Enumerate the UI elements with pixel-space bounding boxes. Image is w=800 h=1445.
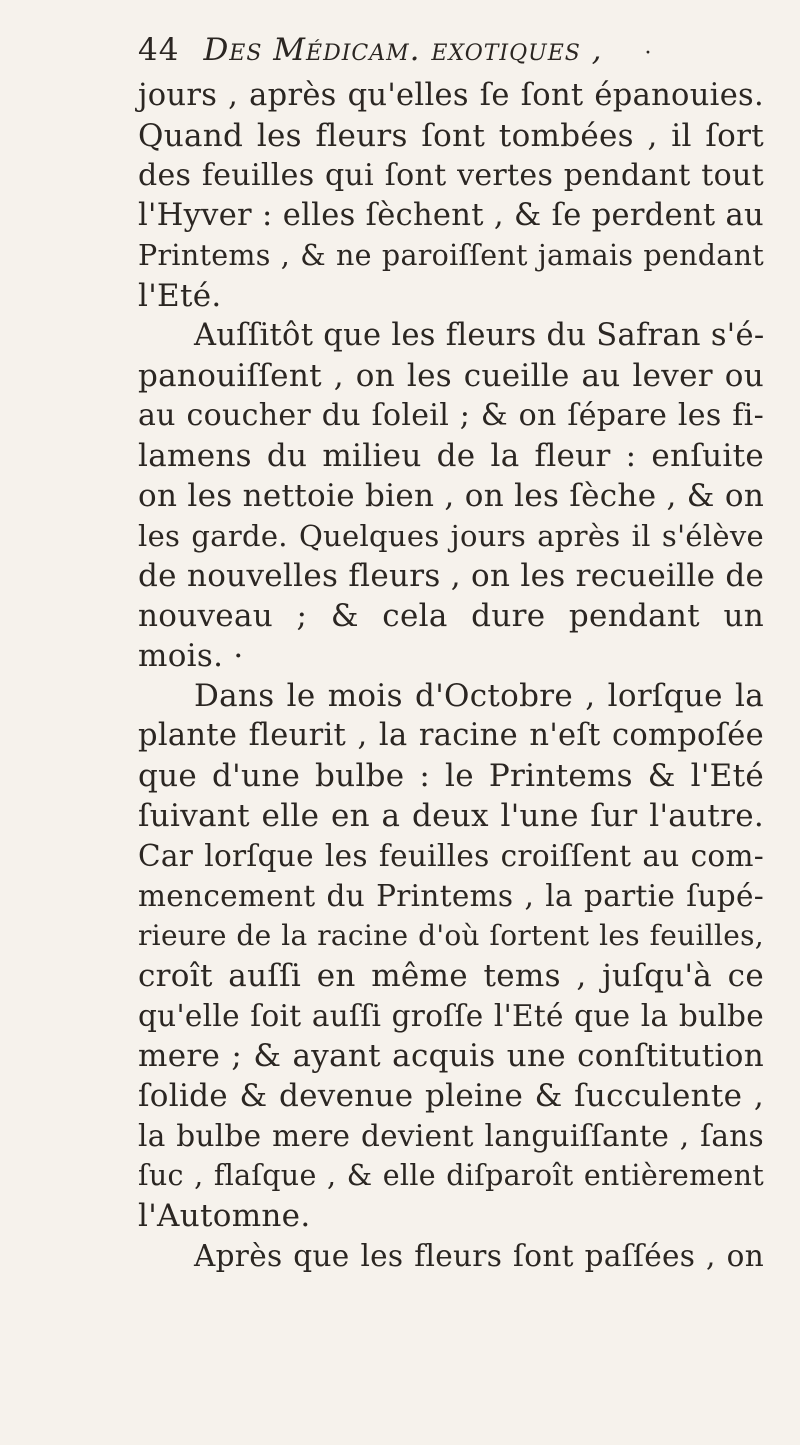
text-line: jours , après qu'elles ſe ſont épanouies. bbox=[138, 78, 764, 113]
text-line: la bulbe mere devient languiſſante , ſans bbox=[138, 1119, 764, 1153]
text-line: Printems , & ne paroiſſent jamais pendant bbox=[138, 239, 764, 272]
text-line: Car lorſque les feuilles croiſſent au com- bbox=[138, 839, 764, 873]
text-line: l'Automne. bbox=[138, 1198, 311, 1234]
running-title: Des Médicam. exotiques , bbox=[203, 32, 603, 68]
running-header bbox=[138, 30, 764, 74]
text-line: ſuivant elle en a deux l'une ſur l'autre. bbox=[138, 798, 764, 834]
text-line: au coucher du ſoleil ; & on ſépare les fi- bbox=[138, 398, 764, 433]
text-line: on les nettoie bien , on les ſèche , & on bbox=[138, 478, 765, 514]
body-text bbox=[138, 76, 764, 1276]
text-line: Auſſitôt que les fleurs du Safran s'é- bbox=[194, 318, 765, 353]
text-line: rieure de la racine d'où ſortent les feuilles, bbox=[138, 919, 764, 952]
text-line: plante fleurit , la racine n'eſt compoſée bbox=[138, 718, 764, 753]
text-line: lamens du milieu de la fleur : enſuite bbox=[138, 438, 764, 474]
text-line: ſolide & devenue pleine & ſucculente , bbox=[138, 1078, 764, 1114]
header-mark: · bbox=[644, 41, 653, 66]
text-line: panouiſſent , on les cueille au lever ou bbox=[138, 358, 764, 394]
text-line: Après que les fleurs ſont paſſées , on bbox=[194, 1239, 764, 1273]
text-line: nouveau ; & cela dure pendant un bbox=[138, 598, 764, 634]
text-line: croît auſſi en même tems , juſqu'à ce bbox=[138, 958, 764, 994]
text-line: qu'elle ſoit auſſi groſſe l'Eté que la bulbe bbox=[138, 999, 764, 1033]
text-line: de nouvelles fleurs , on les recueille de bbox=[138, 558, 765, 594]
text-line: Quand les fleurs ſont tombées , il ſort bbox=[138, 118, 764, 154]
text-line: ſuc , flaſque , & elle diſparoît entièrement bbox=[138, 1159, 764, 1192]
text-line: mencement du Printems , la partie ſupé- bbox=[138, 879, 764, 913]
page-number: 44 bbox=[138, 32, 180, 68]
text-line: l'Eté. bbox=[138, 278, 222, 314]
text-line: que d'une bulbe : le Printems & l'Eté bbox=[138, 758, 764, 794]
text-line: les garde. Quelques jours après il s'élève bbox=[138, 519, 764, 553]
text-line: Dans le mois d'Octobre , lorſque la bbox=[194, 678, 764, 714]
text-line: l'Hyver : elles ſèchent , & ſe perdent au bbox=[138, 198, 764, 233]
text-line: des feuilles qui ſont vertes pendant tout bbox=[138, 158, 764, 193]
text-line: mere ; & ayant acquis une conſtitution bbox=[138, 1038, 764, 1074]
text-line: mois. · bbox=[138, 638, 244, 674]
